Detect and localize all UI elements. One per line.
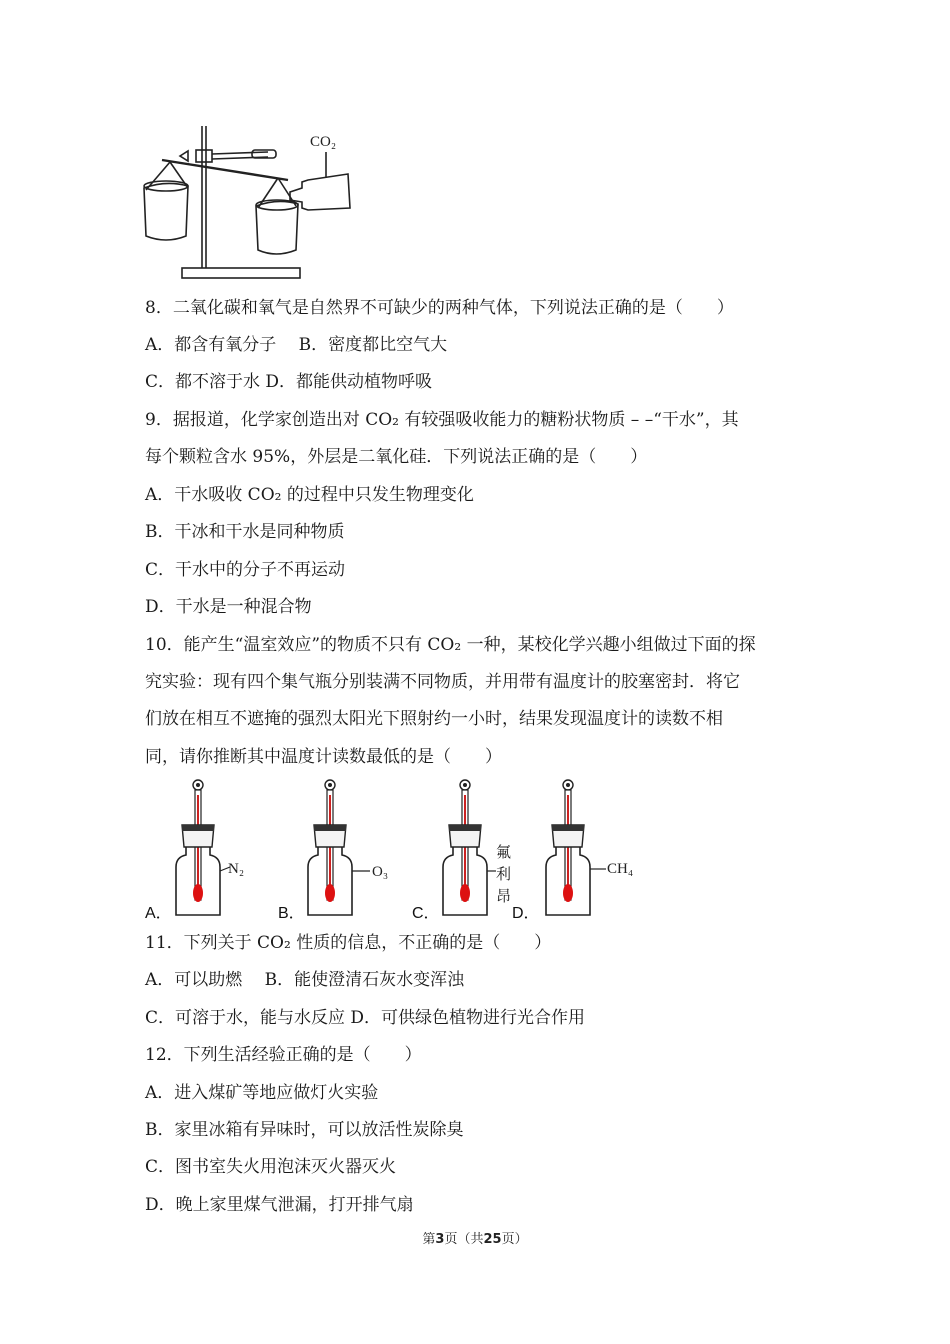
question-8-stem: 8．二氧化碳和氧气是自然界不可缺少的两种气体，下列说法正确的是（ ） bbox=[145, 298, 734, 318]
question-10-stem-line2: 究实验：现有四个集气瓶分别装满不同物质，并用带有温度计的胶塞密封．将它 bbox=[145, 672, 740, 692]
co2-label: CO₂ bbox=[310, 134, 337, 150]
question-9-option-d: D．干水是一种混合物 bbox=[145, 597, 312, 617]
question-11-stem: 11．下列关于 CO₂ 性质的信息，不正确的是（ ） bbox=[145, 933, 552, 953]
question-9-stem-line1: 9．据报道，化学家创造出对 CO₂ 有较强吸收能力的糖粉状物质 – –“干水”，其 bbox=[145, 410, 739, 430]
page-footer bbox=[0, 1228, 950, 1247]
footer-total-pages: 25 bbox=[483, 1232, 502, 1247]
gas-label-d: CH₄ bbox=[607, 861, 634, 877]
q10-option-b-letter: B． bbox=[278, 905, 305, 922]
footer-page-number: 3 bbox=[435, 1232, 445, 1247]
q10-option-a-letter: A． bbox=[145, 905, 172, 922]
q10-option-c-letter: C． bbox=[412, 905, 440, 922]
question-12-option-d: D．晚上家里煤气泄漏，打开排气扇 bbox=[145, 1195, 414, 1215]
question-12-option-a: A．进入煤矿等地应做灯火实验 bbox=[145, 1083, 379, 1103]
question-10-stem-line3: 们放在相互不遮掩的强烈太阳光下照射约一小时，结果发现温度计的读数不相 bbox=[145, 709, 723, 729]
question-10-stem-line4: 同，请你推断其中温度计读数最低的是（ ） bbox=[145, 747, 502, 767]
question-8-options-row2: C．都不溶于水 D．都能供动植物呼吸 bbox=[145, 372, 433, 392]
gas-label-a: N₂ bbox=[228, 861, 245, 877]
question-12-option-b: B．家里冰箱有异味时，可以放活性炭除臭 bbox=[145, 1120, 464, 1140]
gas-label-b: O₃ bbox=[372, 864, 389, 880]
footer-mid: 页（共 bbox=[444, 1232, 484, 1247]
footer-prefix: 第 bbox=[422, 1232, 436, 1247]
gas-label-c-1: 氟 bbox=[496, 843, 512, 861]
question-9-option-a: A．干水吸收 CO₂ 的过程中只发生物理变化 bbox=[145, 485, 474, 505]
co2-balance-figure bbox=[140, 122, 370, 284]
question-12-option-c: C．图书室失火用泡沫灭火器灭火 bbox=[145, 1157, 397, 1177]
question-8-options-row1: A．都含有氧分子 B．密度都比空气大 bbox=[145, 335, 448, 355]
question-12-stem: 12．下列生活经验正确的是（ ） bbox=[145, 1045, 422, 1065]
q10-option-d-letter: D． bbox=[512, 905, 540, 922]
question-9-stem-line2: 每个颗粒含水 95%，外层是二氧化硅．下列说法正确的是（ ） bbox=[145, 447, 648, 467]
footer-suffix: 页） bbox=[501, 1232, 528, 1247]
gas-label-c-2: 利 bbox=[496, 865, 512, 883]
question-10-stem-line1: 10．能产生“温室效应”的物质不只有 CO₂ 一种，某校化学兴趣小组做过下面的探 bbox=[145, 635, 756, 655]
question-11-options-row2: C．可溶于水，能与水反应 D．可供绿色植物进行光合作用 bbox=[145, 1008, 586, 1028]
gas-label-c-3: 昂 bbox=[496, 887, 512, 905]
thermometer-bottle-figures bbox=[140, 775, 660, 920]
question-9-option-b: B．干冰和干水是同种物质 bbox=[145, 522, 345, 542]
question-11-options-row1: A．可以助燃 B．能使澄清石灰水变浑浊 bbox=[145, 970, 465, 990]
question-9-option-c: C．干水中的分子不再运动 bbox=[145, 560, 346, 580]
